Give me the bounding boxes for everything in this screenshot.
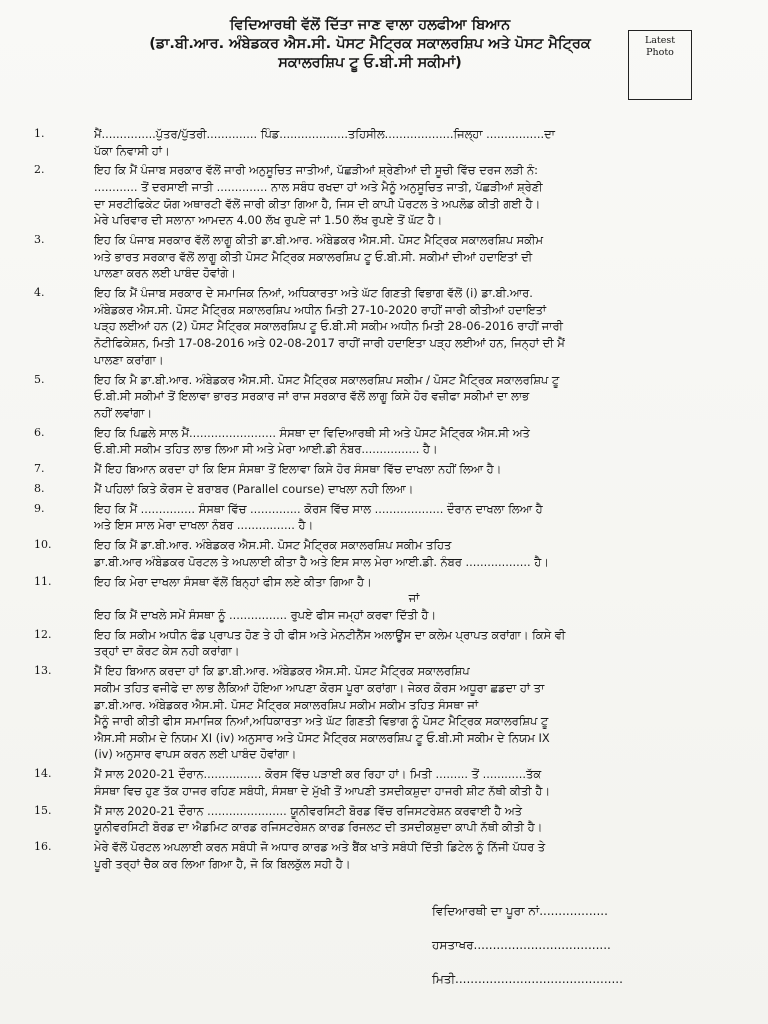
clause-text-line: ਇਹ ਕਿ ਮੈ ਡਾ.ਬੀ.ਆਰ. ਅੰਬੇਡਕਰ ਐਸ.ਸੀ. ਪੋਸਟ ਮੈਟ੍ਰਿਕ ਸਕਾਲਰਸ਼ਿਪ ਸਕੀਮ / ਪੋਸਟ ਮੈਟ੍ਰਿਕ ਸਕਾਲਰਸ਼ਿਪ ਟੂ (94, 372, 560, 387)
clause-number: 14. (34, 767, 52, 781)
clause-text-line: ਇਹ ਕਿ ਸਕੀਮ ਅਧੀਨ ਫੰਡ ਪ੍ਰਾਪਤ ਹੋਣ ਤੇ ਹੀ ਫੀਸ ਅਤੇ ਮੇਨਟੀਨੈਂਸ ਅਲਾਊਂਸ ਦਾ ਕਲੇਮ ਪ੍ਰਾਪਤ ਕਰਾਂਗਾ। ਕਿਸੇ ਵੀ (94, 627, 566, 642)
signature-field: ਹਸਤਾਖਰ.................................... (432, 938, 611, 952)
clause-number: 3. (34, 233, 45, 247)
affidavit-clauses (34, 126, 734, 876)
clause-text-line: ਮੈਨੂੰ ਜਾਰੀ ਕੀਤੀ ਫੀਸ ਸਮਾਜਿਕ ਨਿਆਂ,ਅਧਿਕਾਰਤਾ ਅਤੇ ਘੱਟ ਗਿਣਤੀ ਵਿਭਾਗ ਨੂੰ ਪੋਸਟ ਮੈਟ੍ਰਿਕ ਸਕਾਲਰਸ਼ਿਪ ਟੂ (94, 714, 549, 729)
clause-text-line: ਓ.ਬੀ.ਸੀ ਸਕੀਮਾਂ ਤੋਂ ਇਲਾਵਾ ਭਾਰਤ ਸਰਕਾਰ ਜਾਂ ਰਾਜ ਸਰਕਾਰ ਵੱਲੋਂ ਲਾਗੂ ਕਿਸੇ ਹੋਰ ਵਜ਼ੀਫਾ ਸਕੀਮਾਂ ਦਾ ਲਾਭ (94, 389, 530, 404)
clause-text-line: ਨਹੀਂ ਲਵਾਂਗਾ। (94, 405, 153, 420)
clause-item (34, 627, 734, 660)
clause-number: 10. (34, 538, 52, 552)
clause-text-line: ਦਾ ਸਰਟੀਫਿਕੇਟ ਯੋਗ ਅਥਾਰਟੀ ਵੱਲੋਂ ਜਾਰੀ ਕੀਤਾ ਗਿਆ ਹੈ, ਜਿਸ ਦੀ ਕਾਪੀ ਪੋਰਟਲ ਤੇ ਅਪਲੋਡ ਕੀਤੀ ਗਈ ਹੈ। (94, 196, 541, 211)
date-field: ਮਿਤੀ............................................ (432, 972, 623, 986)
clause-item (34, 501, 734, 534)
clause-text-line: ਇਹ ਕਿ ਮੇਰਾ ਦਾਖਲਾ ਸੰਸਥਾ ਵੱਲੋਂ ਬਿਨ੍ਹਾਂ ਫੀਸ ਲਏ ਕੀਤਾ ਗਿਆ ਹੈ। (94, 574, 372, 589)
clause-text-line: ਡਾ.ਬੀ.ਆਰ. ਅੰਬੇਡਕਰ ਐਸ.ਸੀ. ਪੋਸਟ ਮੈਟ੍ਰਿਕ ਸਕਾਲਰਸ਼ਿਪ ਸਕੀਮ ਸਕੀਮ ਤਹਿਤ ਸੰਸਥਾ ਜਾਂ (94, 697, 479, 712)
title-line: ਸਕਾਲਰਸ਼ਿਪ ਟੂ ਓ.ਬੀ.ਸੀ ਸਕੀਮਾਂ) (278, 55, 462, 71)
clause-text-line: ਪੱਕਾ ਨਿਵਾਸੀ ਹਾਂ। (94, 143, 170, 158)
clause-text-line: ਮੈਂ ਸਾਲ 2020-21 ਦੌਰਾਨ ...................... ਯੂਨੀਵਰਸਿਟੀ ਬੋਰਡ ਵਿੱਚ ਰਜਿਸਟਰੇਸ਼ਨ ਕਰਵਾਈ ਹੈ ਅਤੇ (94, 803, 522, 818)
clause-text-line: ਮੈਂ ਪਹਿਲਾਂ ਕਿਤੇ ਕੋਰਸ ਦੇ ਬਰਾਬਰ (Parallel course) ਦਾਖਲਾ ਨਹੀ ਲਿਆ। (94, 481, 414, 496)
photo-label: Latest (644, 35, 676, 46)
clause-number: 1. (34, 127, 45, 140)
clause-number: 16. (34, 840, 52, 854)
clause-text-line: ਸੰਸਥਾ ਵਿਚ ਹੁਣ ਤੱਕ ਹਾਜਰ ਰਹਿਣ ਸਬੰਧੀ, ਸੰਸਥਾ ਦੇ ਮੁੱਖੀ ਤੋਂ ਆਪਣੀ ਤਸਦੀਕਸ਼ੁਦਾ ਹਾਜਰੀ ਸ਼ੀਟ ਨੱਥੀ ਕੀਤੀ ਹੈ। (94, 783, 551, 798)
clause-item (34, 372, 734, 422)
clause-text-line: ਮੇਰੇ ਪਰਿਵਾਰ ਦੀ ਸਲਾਨਾ ਆਮਦਨ 4.00 ਲੱਖ ਰੁਪਏ ਜਾਂ 1.50 ਲੱਖ ਰੁਪਏ ਤੋਂ ਘੱਟ ਹੈ। (94, 213, 443, 228)
clause-text-line: ਪਾਲਣਾ ਕਰਨ ਲਈ ਪਾਬੰਦ ਹੋਵਾਂਗੇ। (94, 266, 236, 281)
clause-item (34, 285, 734, 368)
clause-number: 4. (34, 286, 45, 300)
clause-text-line: ਮੈਂ ਇਹ ਬਿਆਨ ਕਰਦਾ ਹਾਂ ਕਿ ਡਾ.ਬੀ.ਆਰ. ਅੰਬੇਡਕਰ ਐਸ.ਸੀ. ਪੋਸਟ ਮੈਟ੍ਰਿਕ ਸਕਾਲਰਸ਼ਿਪ (94, 664, 470, 679)
clause-item (34, 537, 734, 570)
clause-item (34, 162, 734, 228)
clause-text-line: ............ ਤੋਂ ਦਰਸਾਈ ਜਾਤੀ .............. ਨਾਲ ਸਬੰਧ ਰਖਦਾ ਹਾਂ ਅਤੇ ਮੈਨੂੰ ਅਨੁਸੂਚਿਤ ਜਾਤੀ, ਪੱਛੜੀਆਂ ਸ਼੍ਰੇਣੀ (94, 180, 543, 195)
clause-text-line: ਅਤੇ ਇਸ ਸਾਲ ਮੇਰਾ ਦਾਖਲਾ ਨੰਬਰ ................ ਹੈ। (94, 518, 314, 533)
clause-text-line: ਅਤੇ ਭਾਰਤ ਸਰਕਾਰ ਵੱਲੋਂ ਲਾਗੂ ਕੀਤੀ ਪੋਸਟ ਮੈਟ੍ਰਿਕ ਸਕਾਲਰਸ਼ਿਪ ਟੂ ਓ.ਬੀ.ਸੀ. ਸਕੀਮਾਂ ਦੀਆਂ ਹਦਾਇਤਾਂ ਦੀ (94, 249, 533, 264)
clause-text-line: ਮੈਂ...............ਪੁੱਤਰ/ਪੁੱਤਰੀ.............. ਪਿੰਡ...................ਤਹਿਸੀਲ...................ਜਿਲ੍ਹਾ ................ਦਾ (94, 127, 555, 141)
clause-text-line: ਮੇਰੇ ਵੱਲੋਂ ਪੋਰਟਲ ਅਪਲਾਈ ਕਰਨ ਸਬੰਧੀ ਜੋ ਅਧਾਰ ਕਾਰਡ ਅਤੇ ਬੈਂਕ ਖਾਤੇ ਸਬੰਧੀ ਦਿੱਤੀ ਡਿਟੇਲ ਨੂੰ ਨਿੱਜੀ ਪੱਧਰ ਤੇ (94, 840, 546, 855)
clause-item (34, 839, 734, 872)
clause-number: 13. (34, 664, 52, 678)
clause-text-line: ਪੜ੍ਹ ਲਈਆਂ ਹਨ (2) ਪੋਸਟ ਮੈਟ੍ਰਿਕ ਸਕਾਲਰਸ਼ਿਪ ਟੂ ਓ.ਬੀ.ਸੀ ਸਕੀਮ ਅਧੀਨ ਮਿਤੀ 28-06-2016 ਰਾਹੀਂ ਜਾਰੀ (94, 319, 563, 334)
clause-item (34, 425, 734, 458)
clause-number: 5. (34, 372, 45, 386)
clause-item (34, 766, 734, 799)
clause-item (34, 232, 734, 282)
photo-label: Photo (646, 47, 674, 58)
clause-text-line: ਯੂਨੀਵਰਸਿਟੀ ਬੋਰਡ ਦਾ ਐਡਮਿਟ ਕਾਰਡ ਰਜਿਸਟਰੇਸ਼ਨ ਕਾਰਡ ਰਿਜਲਟ ਦੀ ਤਸਦੀਕਸ਼ੁਦਾ ਕਾਪੀ ਨੱਥੀ ਕੀਤੀ ਹੈ। (94, 820, 543, 835)
clause-number: 7. (34, 462, 45, 476)
clause-text-line: ਤਰ੍ਹਾਂ ਦਾ ਕੋਰਟ ਕੇਸ ਨਹੀ ਕਰਾਂਗਾ। (94, 644, 240, 659)
clause-text-line: ਇਹ ਕਿ ਮੈਂ ਪੰਜਾਬ ਸਰਕਾਰ ਦੇ ਸਮਾਜਿਕ ਨਿਆਂ, ਅਧਿਕਾਰਤਾ ਅਤੇ ਘੱਟ ਗਿਣਤੀ ਵਿਭਾਗ ਵੱਲੋਂ (i) ਡਾ.ਬੀ.ਆਰ. (94, 286, 533, 301)
clause-text-line: ਡਾ.ਬੀ.ਆਰ ਅੰਬੇਡਕਰ ਪੋਰਟਲ ਤੇ ਅਪਲਾਈ ਕੀਤਾ ਹੈ ਅਤੇ ਇਸ ਸਾਲ ਮੇਰਾ ਆਈ.ਡੀ. ਨੰਬਰ .................. ਹੈ। (94, 554, 549, 569)
clause-text-line: ਇਹ ਕਿ ਪਿਛਲੇ ਸਾਲ ਮੈਂ........................ ਸੰਸਥਾ ਦਾ ਵਿਦਿਆਰਥੀ ਸੀ ਅਤੇ ਪੋਸਟ ਮੈਟ੍ਰਿਕ ਐਸ.ਸੀ ਅਤੇ (94, 425, 530, 440)
clause-item (34, 663, 734, 763)
clause-text-line: ਇਹ ਕਿ ਮੈਂ ਪੰਜਾਬ ਸਰਕਾਰ ਵੱਲੋਂ ਜਾਰੀ ਅਨੁਸੂਚਿਤ ਜਾਤੀਆਂ, ਪੱਛੜੀਆਂ ਸ਼੍ਰੇਣੀਆਂ ਦੀ ਸੂਚੀ ਵਿੱਚ ਦਰਜ ਲੜੀ ਨੰ: (94, 163, 538, 178)
clause-number: 11. (34, 574, 52, 588)
clause-item (34, 461, 734, 478)
document-title (120, 16, 620, 73)
clause-number: 6. (34, 425, 45, 439)
clause-text-line: ਮੈਂ ਸਾਲ 2020-21 ਦੌਰਾਨ................ ਕੋਰਸ ਵਿੱਚ ਪੜਾਈ ਕਰ ਰਿਹਾ ਹਾਂ। ਮਿਤੀ ......... ਤੋਂ ............ਤੱਕ (94, 767, 542, 782)
clause-text-line: ਇਹ ਕਿ ਮੈਂ ਡਾ.ਬੀ.ਆਰ. ਅੰਬੇਡਕਰ ਐਸ.ਸੀ. ਪੋਸਟ ਮੈਟ੍ਰਿਕ ਸਕਾਲਰਸ਼ਿਪ ਸਕੀਮ ਤਹਿਤ (94, 538, 452, 553)
clause-text-line: ਓ.ਬੀ.ਸੀ ਸਕੀਮ ਤਹਿਤ ਲਾਭ ਲਿਆ ਸੀ ਅਤੇ ਮੇਰਾ ਆਈ.ਡੀ ਨੰਬਰ................ ਹੈ। (94, 442, 438, 457)
clause-number: 8. (34, 481, 45, 495)
clause-number: 12. (34, 627, 52, 641)
clause-text-line: ਇਹ ਕਿ ਪੰਜਾਬ ਸਰਕਾਰ ਵੱਲੋਂ ਲਾਗੂ ਕੀਤੀ ਡਾ.ਬੀ.ਆਰ. ਅੰਬੇਡਕਰ ਐਸ.ਸੀ. ਪੋਸਟ ਮੈਟ੍ਰਿਕ ਸਕਾਲਰਸ਼ਿਪ ਸਕੀਮ (94, 233, 543, 248)
student-full-name-field: ਵਿਦਿਆਰਥੀ ਦਾ ਪੂਰਾ ਨਾਂ.................. (432, 904, 608, 918)
clause-number: 2. (34, 163, 45, 177)
clause-text-line: ਪਾਲਣਾ ਕਰਾਂਗਾ। (94, 352, 164, 367)
clause-item (34, 574, 734, 624)
clause-text-line: ਅੰਬੇਡਕਰ ਐਸ.ਸੀ. ਪੋਸਟ ਮੈਟ੍ਰਿਕ ਸਕਾਲਰਸ਼ਿਪ ਅਧੀਨ ਮਿਤੀ 27-10-2020 ਰਾਹੀਂ ਜਾਰੀ ਕੀਤੀਆਂ ਹਦਾਇਤਾਂ (94, 302, 547, 317)
title-line: (ਡਾ.ਬੀ.ਆਰ. ਅੰਬੇਡਕਰ ਐਸ.ਸੀ. ਪੋਸਟ ਮੈਟ੍ਰਿਕ ਸਕਾਲਰਸ਼ਿਪ ਅਤੇ ਪੋਸਟ ਮੈਟ੍ਰਿਕ (149, 36, 591, 52)
clause-item (34, 803, 734, 836)
clause-text-line: (iv) ਅਨੁਸਾਰ ਵਾਪਸ ਕਰਨ ਲਈ ਪਾਬੰਦ ਹੋਵਾਂਗਾ। (94, 747, 297, 762)
or-separator: ਜਾਂ (408, 591, 420, 606)
clause-text-line: ਪੂਰੀ ਤਰ੍ਹਾਂ ਚੈਕ ਕਰ ਲਿਆ ਗਿਆ ਹੈ, ਜੋ ਕਿ ਬਿਲਕੁੱਲ ਸਹੀ ਹੈ। (94, 856, 351, 871)
clause-number: 9. (34, 501, 45, 515)
clause-number: 15. (34, 803, 52, 817)
title-line: ਵਿਦਿਆਰਥੀ ਵੱਲੋਂ ਦਿੱਤਾ ਜਾਣ ਵਾਲਾ ਹਲਫੀਆ ਬਿਆਨ (229, 17, 511, 33)
clause-text-line: ਨੋਟੀਫਿਕੇਸ਼ਨ, ਮਿਤੀ 17-08-2016 ਅਤੇ 02-08-2017 ਰਾਹੀਂ ਜਾਰੀ ਹਦਾਇਤਾ ਪੜ੍ਹ ਲਈਆਂ ਹਨ, ਜਿਨ੍ਹਾਂ ਦੀ ਮੈਂ (94, 336, 565, 351)
clause-text-line: ਇਹ ਕਿ ਮੈਂ ............... ਸੰਸਥਾ ਵਿੱਚ .............. ਕੋਰਸ ਵਿੱਚ ਸਾਲ ................... ਦੌਰਾਨ ਦਾਖਲਾ ਲਿਆ ਹੈ (94, 501, 543, 516)
clause-text-line: ਸਕੀਮ ਤਹਿਤ ਵਜੀਫੇ ਦਾ ਲਾਭ ਲੈਕਿਆਂ ਹੋਇਆ ਆਪਣਾ ਕੋਰਸ ਪੂਰਾ ਕਰਾਂਗਾ। ਜੇਕਰ ਕੋਰਸ ਅਧੂਰਾ ਛਡਦਾ ਹਾਂ ਤਾ (94, 680, 545, 695)
clause-item (34, 126, 734, 159)
clause-text-line: ਇਹ ਕਿ ਮੈਂ ਦਾਖਲੇ ਸਮੇਂ ਸੰਸਥਾ ਨੂੰ ................ ਰੁਪਏ ਫੀਸ ਜਮ੍ਹਾਂ ਕਰਵਾ ਦਿੱਤੀ ਹੈ। (94, 608, 437, 622)
latest-photo-box (628, 30, 692, 100)
clause-text-line: ਐਸ.ਸੀ ਸਕੀਮ ਦੇ ਨਿਯਮ XI (iv) ਅਨੁਸਾਰ ਅਤੇ ਪੋਸਟ ਮੈਟ੍ਰਿਕ ਸਕਾਲਰਸ਼ਿਪ ਟੂ ਓ.ਬੀ.ਸੀ ਸਕੀਮ ਦੇ ਨਿਯਮ IX (94, 730, 550, 745)
clause-item (34, 481, 734, 498)
clause-text-line: ਮੈਂ ਇਹ ਬਿਆਨ ਕਰਦਾ ਹਾਂ ਕਿ ਇਸ ਸੰਸਥਾ ਤੋਂ ਇਲਾਵਾ ਕਿਸੇ ਹੋਰ ਸੰਸਥਾ ਵਿੱਚ ਦਾਖਲਾ ਨਹੀਂ ਲਿਆ ਹੈ। (94, 462, 502, 477)
